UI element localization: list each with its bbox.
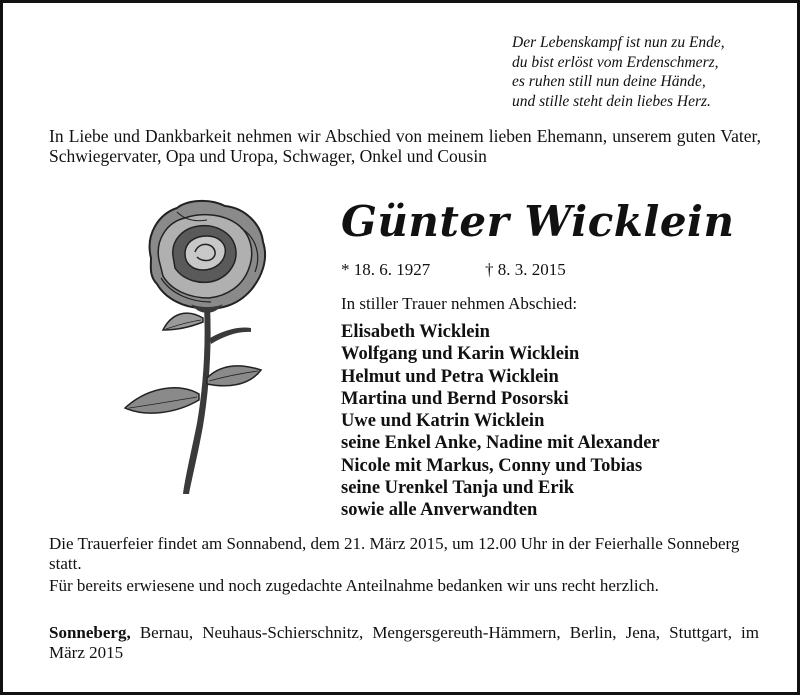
life-dates [341,260,566,280]
place-town: Sonneberg, [49,623,131,642]
mourners-list [341,321,660,522]
farewell-heading: In stiller Trauer nehmen Abschied: [341,294,578,313]
mourner-entry: Nicole mit Markus, Conny und Tobias [341,455,643,476]
poem-line: du bist erlöst vom Erdenschmerz, [512,53,719,71]
poem-line: und stille steht dein liebes Herz. [512,92,711,110]
mourner-entry: Uwe und Katrin Wicklein [341,411,545,432]
place-and-date [49,623,759,663]
mourner-entry: seine Urenkel Tanja und Erik [341,478,575,499]
mourner-entry: Elisabeth Wicklein [341,322,490,342]
mourner-entry: Helmut und Petra Wicklein [341,366,559,387]
funeral-note: Die Trauerfeier findet am Sonnabend, dem 21. März 2015, um 12.00 Uhr in der Feierhalle Sonneberg statt. [49,534,740,573]
deceased-name: Günter Wicklein [341,197,735,246]
mourner-entry: Wolfgang und Karin Wicklein [341,344,580,365]
thanks-note: Für bereits erwiesene und noch zugedachte Anteilnahme bedanken wir uns recht herzlich. [49,576,659,595]
intro-text: In Liebe und Dankbarkeit nehmen wir Abschied von meinem lieben Ehemann, unserem guten Vater, Schwiegervater, Opa und Uropa, Schwager, Onkel und Cousin [49,126,761,166]
rose-icon [111,198,301,498]
mourner-entry: seine Enkel Anke, Nadine mit Alexander [341,433,660,454]
place-rest: Bernau, Neuhaus-Schierschnitz, Mengersgereuth-Hämmern, Berlin, Jena, Stuttgart, im März 2015 [49,623,759,662]
poem [512,33,782,111]
poem-line: Der Lebenskampf ist nun zu Ende, [512,34,725,51]
poem-line: es ruhen still nun deine Hände, [512,73,706,90]
mourner-entry: sowie alle Anverwandten [341,500,538,521]
death-date: † 8. 3. 2015 [485,260,566,279]
mourner-entry: Martina und Bernd Posorski [341,388,569,409]
birth-date: * 18. 6. 1927 [341,260,431,279]
